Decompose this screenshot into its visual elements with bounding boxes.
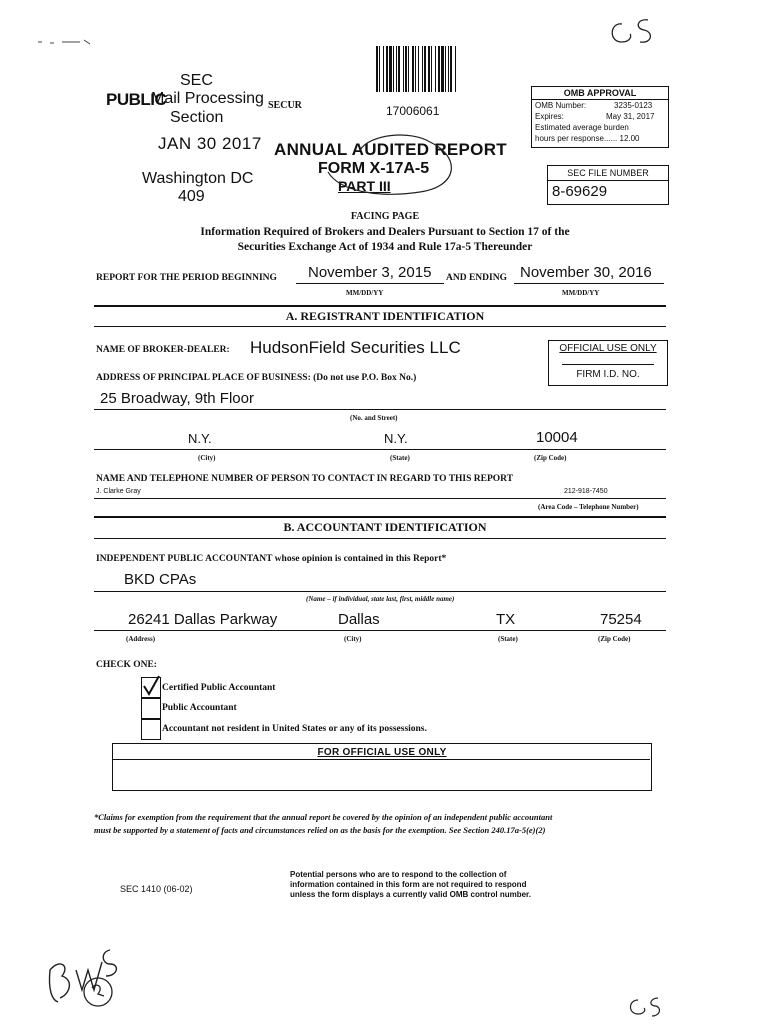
checkbox-nonresident[interactable] [141,719,161,740]
secur-label: SECUR [268,100,302,111]
handwritten-dash-top-left [36,36,96,48]
option-pa: Public Accountant [162,703,237,713]
period-end-line [514,283,664,284]
omb-approval-box [531,86,669,148]
part-title: PART III [338,178,391,194]
street-rule [94,409,666,410]
facing-page-title: FACING PAGE [350,211,420,222]
accountant-city: Dallas [338,611,380,628]
sec-file-label: SEC FILE NUMBER [548,166,668,181]
broker-dealer-label: NAME OF BROKER-DEALER: [96,345,230,355]
contact-rule [94,498,666,499]
accountant-address-sub: (Address) [126,635,156,643]
address-label: ADDRESS OF PRINCIPAL PLACE OF BUSINESS: (Do not use P.O. Box No.) [96,373,417,383]
omb-burden-line1: Estimated average burden [535,123,629,132]
period-begin-line [296,283,444,284]
contact-name: J. Clarke Gray [96,488,141,495]
period-begin-label: REPORT FOR THE PERIOD BEGINNING [96,273,277,283]
stamp-sec: SEC [180,72,213,89]
accountant-zip-sub: (Zip Code) [598,635,631,643]
accountant-city-sub: (City) [344,635,362,643]
stamp-mail-processing: Mail Processing [151,90,264,107]
facing-line1: Information Required of Brokers and Dealers Pursuant to Section 17 of the [200,226,570,238]
document-number: 17006061 [386,104,440,118]
accountant-name: BKD CPAs [124,571,197,588]
pra-notice-line2: information contained in this form are not required to respond [290,880,527,889]
section-a-top-rule [94,305,666,307]
section-a-title: A. REGISTRANT IDENTIFICATION [285,309,485,323]
accountant-state: TX [496,611,516,628]
street-sub: (No. and Street) [350,414,398,422]
option-cpa: Certified Public Accountant [162,683,276,693]
checkmark-icon [141,674,161,698]
check-one-label: CHECK ONE: [96,660,157,670]
handwritten-circle-title [300,126,490,206]
barcode [376,46,458,92]
stamp-num: 409 [178,188,205,205]
period-end: November 30, 2016 [520,264,652,281]
official-use-label: OFFICIAL USE ONLY [559,343,657,354]
handwritten-initials-bottom-left [40,940,130,1010]
section-b-title: B. ACCOUNTANT IDENTIFICATION [283,520,487,534]
facing-line2: Securities Exchange Act of 1934 and Rule 17a-5 Thereunder [237,241,533,253]
stamp-date: JAN 30 2017 [158,134,262,153]
official-box-divider [112,759,650,760]
address-city: N.Y. [188,431,212,446]
state-sub: (State) [390,454,410,462]
ipa-label: INDEPENDENT PUBLIC ACCOUNTANT whose opinion is contained in this Report* [96,554,447,564]
form-number: SEC 1410 (06-02) [120,884,193,894]
accountant-zip: 75254 [600,611,642,628]
form-title: FORM X-17A-5 [318,160,430,177]
address-zip: 10004 [536,429,578,446]
footnote-line1: *Claims for exemption from the requirement that the annual report be covered by the opinion of an independent public accountant [94,812,553,822]
stamp-section: Section [170,109,224,126]
omb-burden-line2: hours per response...... 12.00 [535,134,640,143]
accountant-address-rule [94,630,666,631]
accountant-name-sub: (Name – if individual, state last, first, middle name) [306,595,455,603]
section-b-bottom-rule [94,538,666,539]
city-rule [94,449,666,450]
report-title: ANNUAL AUDITED REPORT [274,140,507,159]
zip-sub: (Zip Code) [534,454,567,462]
for-official-use-box [112,743,652,791]
omb-number-label: OMB Number: [535,101,587,110]
omb-title: OMB APPROVAL [532,87,668,100]
omb-expires: May 31, 2017 [606,112,655,121]
accountant-state-sub: (State) [498,635,518,643]
pra-notice-line3: unless the form displays a currently valid OMB control number. [290,890,531,899]
and-ending-label: AND ENDING [446,273,507,283]
section-a-bottom-rule [94,326,666,327]
contact-label: NAME AND TELEPHONE NUMBER OF PERSON TO CONTACT IN REGARD TO THIS REPORT [96,474,514,484]
phone-sub: (Area Code – Telephone Number) [538,503,639,511]
checkbox-pa[interactable] [141,698,161,719]
address-state: N.Y. [384,431,408,446]
firm-id-rule [562,364,654,365]
omb-number: 3235-0123 [614,101,653,110]
handwritten-mark-top-right [600,14,660,50]
broker-dealer-name: HudsonField Securities LLC [250,338,461,357]
received-stamp [96,72,266,212]
period-begin: November 3, 2015 [308,264,432,281]
footnote-line2: must be supported by a statement of facts and circumstances relied on as the basis for the exemption. See Section 240.17a-5(e)(2) [94,825,546,835]
option-nonresident: Accountant not resident in United States or any of its possessions. [162,724,427,734]
city-sub: (City) [198,454,216,462]
contact-phone: 212-918-7450 [564,488,608,495]
omb-expires-label: Expires: [535,112,564,121]
official-use-box [548,340,668,386]
stamp-public-overwrite: PUBLIC [106,90,167,109]
period-begin-format: MM/DD/YY [346,289,384,297]
accountant-name-rule [94,591,666,592]
accountant-address: 26241 Dallas Parkway [128,611,278,628]
sec-file-value: 8-69629 [552,183,608,200]
pra-notice-line1: Potential persons who are to respond to the collection of [290,870,507,879]
firm-id-label: FIRM I.D. NO. [576,369,640,380]
period-end-format: MM/DD/YY [562,289,600,297]
for-official-use-label: FOR OFFICIAL USE ONLY [317,747,447,758]
street-address: 25 Broadway, 9th Floor [100,390,254,407]
handwritten-mark-bottom-right [624,994,664,1020]
stamp-city: Washington DC [142,170,254,187]
section-b-top-rule [94,516,666,518]
sec-file-number-box [547,165,669,205]
